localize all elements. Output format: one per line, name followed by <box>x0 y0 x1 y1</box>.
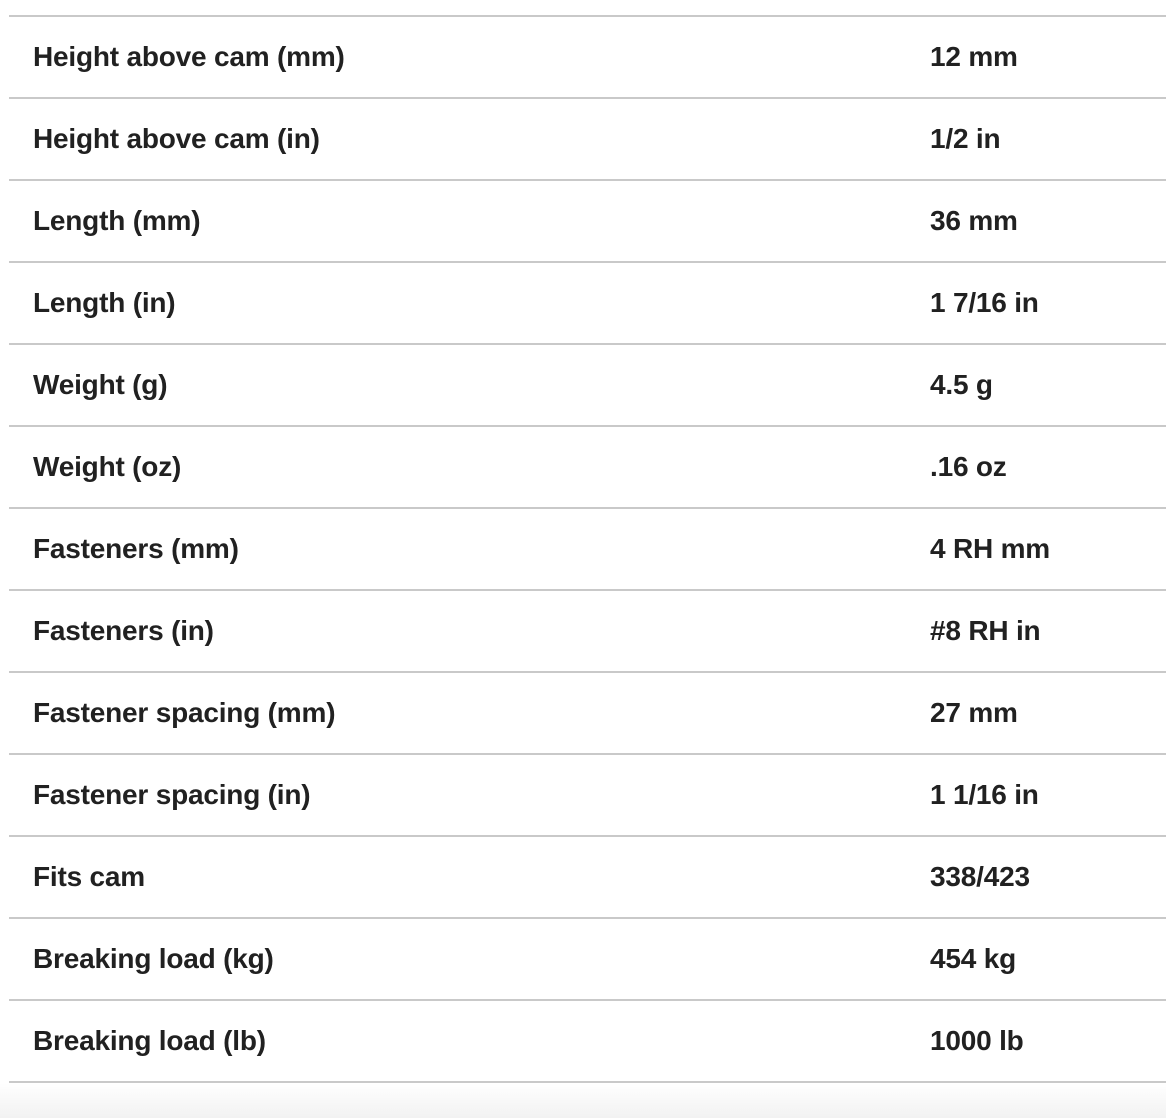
table-row <box>9 97 1166 179</box>
table-row <box>9 753 1166 835</box>
spec-value: .16 oz <box>930 451 1007 482</box>
spec-label: Length (in) <box>33 287 176 318</box>
spec-value: 27 mm <box>930 697 1018 728</box>
spec-value: 4.5 g <box>930 369 993 400</box>
table-row <box>9 589 1166 671</box>
spec-value: 1 7/16 in <box>930 287 1039 318</box>
table-row <box>9 507 1166 589</box>
spec-label: Fastener spacing (in) <box>33 779 311 810</box>
spec-value: 1 1/16 in <box>930 779 1039 810</box>
spec-value: 1000 lb <box>930 1025 1024 1056</box>
spec-value: 1/2 in <box>930 123 1001 154</box>
spec-value: 454 kg <box>930 943 1016 974</box>
spec-label: Fastener spacing (mm) <box>33 697 336 728</box>
table-row <box>9 179 1166 261</box>
spec-value: 12 mm <box>930 41 1018 72</box>
spec-value: 338/423 <box>930 861 1030 892</box>
table-row <box>9 261 1166 343</box>
table-row <box>9 343 1166 425</box>
spec-label: Height above cam (mm) <box>33 41 345 72</box>
spec-label: Weight (g) <box>33 369 168 400</box>
table-rows-container <box>0 15 1166 1081</box>
spec-value: #8 RH in <box>930 615 1041 646</box>
spec-label: Length (mm) <box>33 205 201 236</box>
spec-value: 4 RH mm <box>930 533 1050 564</box>
footer-gradient-strip <box>0 1083 1166 1118</box>
spec-value: 36 mm <box>930 205 1018 236</box>
table-row <box>9 835 1166 917</box>
table-row <box>9 999 1166 1081</box>
specifications-table <box>0 15 1166 1083</box>
table-row <box>9 671 1166 753</box>
spec-label: Weight (oz) <box>33 451 182 482</box>
spec-label: Fasteners (mm) <box>33 533 239 564</box>
spec-label: Breaking load (kg) <box>33 943 274 974</box>
spec-label: Fasteners (in) <box>33 615 214 646</box>
spec-label: Breaking load (lb) <box>33 1025 266 1056</box>
spec-label: Height above cam (in) <box>33 123 320 154</box>
table-row <box>9 425 1166 507</box>
table-row <box>9 15 1166 97</box>
table-row <box>9 917 1166 999</box>
spec-label: Fits cam <box>33 861 145 892</box>
